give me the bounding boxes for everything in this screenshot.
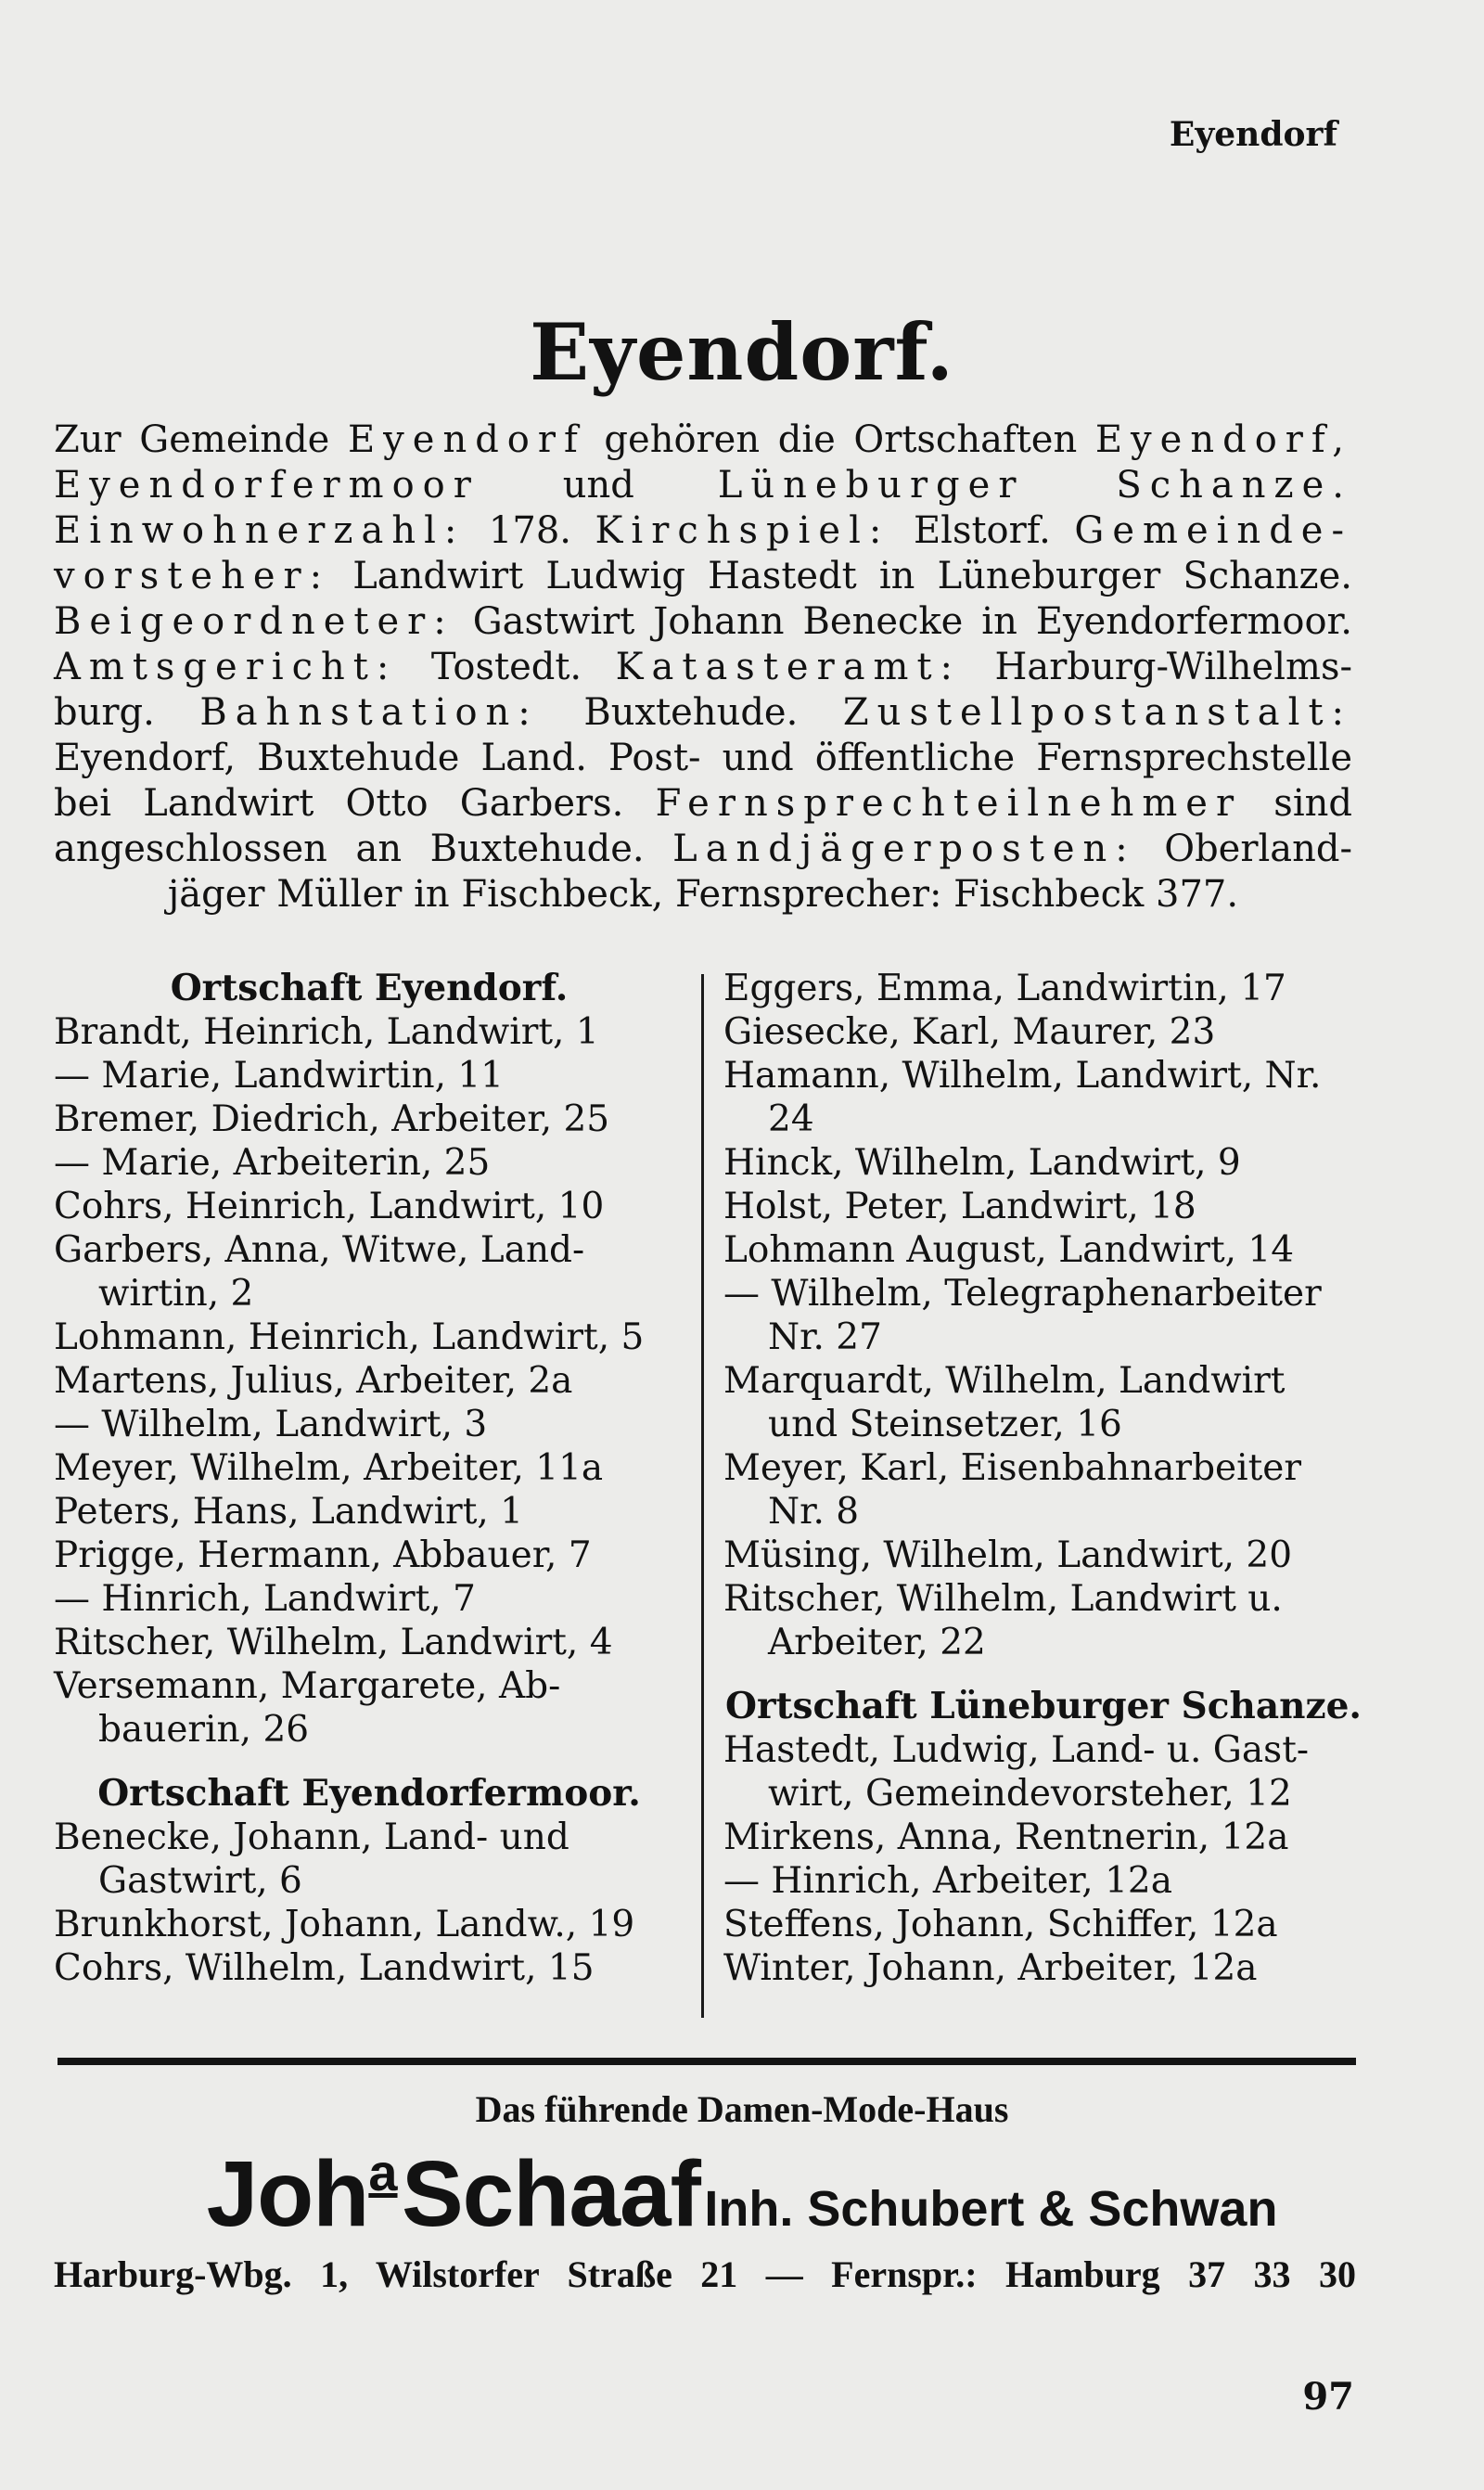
resident-entry: Ritscher, Wilhelm, Landwirt u. Arbeiter, 22	[723, 1578, 1283, 1663]
intro-line	[54, 463, 1352, 508]
resident-entry: Peters, Hans, Landwirt, 1	[54, 1491, 523, 1533]
resident-entry: Bremer, Diedrich, Arbeiter, 25	[54, 1098, 610, 1140]
intro-text: Eyendorf,	[1094, 418, 1352, 461]
section-heading-lueneburger-schanze: Ortschaft Lüneburger Schanze.	[725, 1685, 1362, 1727]
advertisement-rule	[58, 2058, 1356, 2065]
resident-entry: — Marie, Landwirtin, 11	[54, 1055, 504, 1097]
intro-text: burg.	[54, 691, 200, 734]
intro-line	[54, 645, 1352, 690]
resident-entry: Winter, Johann, Arbeiter, 12a	[723, 1947, 1258, 1989]
intro-text: Elstorf.	[889, 509, 1075, 552]
resident-list-eyendorfermoor	[54, 1816, 684, 1990]
intro-text: Einwohnerzahl:	[54, 509, 466, 552]
intro-text: Landwirt Ludwig Hastedt in Lüneburger Schanze.	[330, 555, 1352, 597]
intro-line	[54, 690, 1352, 736]
resident-entry: Prigge, Hermann, Abbauer, 7	[54, 1534, 592, 1576]
intro-text: Fernsprechteilnehmer	[655, 782, 1243, 825]
intro-text: Bahnstation:	[199, 691, 539, 734]
resident-entry: Martens, Julius, Arbeiter, 2a	[54, 1360, 573, 1402]
resident-entry: Hinck, Wilhelm, Landwirt, 9	[723, 1142, 1241, 1184]
resident-entry: — Hinrich, Landwirt, 7	[54, 1578, 476, 1620]
intro-text: sind	[1242, 782, 1352, 825]
intro-text: 178.	[465, 509, 595, 552]
intro-text: Buxtehude.	[538, 691, 843, 734]
intro-text: vorsteher:	[54, 555, 331, 597]
intro-line	[54, 872, 1352, 918]
section-heading-eyendorfermoor: Ortschaft Eyendorfermoor.	[97, 1772, 641, 1815]
resident-entry: Versemann, Margarete, Ab- bauerin, 26	[54, 1665, 561, 1751]
resident-entry: Müsing, Wilhelm, Landwirt, 20	[723, 1534, 1293, 1576]
intro-line	[54, 508, 1352, 554]
intro-text: Eyendorfermoor	[54, 464, 480, 507]
intro-text: und	[479, 464, 718, 507]
section-heading-eyendorf: Ortschaft Eyendorf.	[170, 967, 569, 1009]
intro-text: Harburg-Wilhelms-	[961, 646, 1352, 688]
intro-text: Tostedt.	[397, 646, 616, 688]
intro-text: Gemeinde-	[1074, 509, 1352, 552]
resident-entry: Marquardt, Wilhelm, Landwirt und Steinsetzer, 16	[723, 1360, 1286, 1445]
intro-text: Beigeordneter:	[54, 600, 454, 643]
column-divider	[701, 974, 704, 2018]
intro-text: jäger Müller in Fischbeck, Fernsprecher: Fischbeck 377.	[167, 873, 1239, 916]
intro-text: Amtsgericht:	[54, 646, 398, 688]
page-number: 97	[1302, 2375, 1354, 2419]
resident-entry: — Wilhelm, Telegraphenarbeiter Nr. 27	[723, 1273, 1322, 1358]
resident-entry: Hastedt, Ludwig, Land- u. Gast- wirt, Gemeindevorsteher, 12	[723, 1729, 1310, 1815]
page-title: Eyendorf.	[530, 306, 954, 398]
resident-entry: Meyer, Wilhelm, Arbeiter, 11a	[54, 1447, 604, 1489]
ad-brand-owner: Inh. Schubert & Schwan	[704, 2181, 1278, 2237]
intro-text: Eyendorf	[347, 418, 586, 461]
resident-entry: Lohmann August, Landwirt, 14	[723, 1229, 1295, 1271]
resident-entry: Lohmann, Heinrich, Landwirt, 5	[54, 1316, 645, 1358]
intro-text: Oberland-	[1135, 828, 1352, 870]
resident-entry: Steffens, Johann, Schiffer, 12a	[723, 1904, 1278, 1945]
resident-entry: Eggers, Emma, Landwirtin, 17	[723, 968, 1286, 1009]
ad-brand-name: Schaaf	[401, 2142, 700, 2246]
intro-line	[54, 781, 1352, 827]
resident-entry: Garbers, Anna, Witwe, Land- wirtin, 2	[54, 1229, 585, 1315]
intro-text: Lüneburger Schanze.	[717, 464, 1353, 507]
intro-paragraph	[54, 417, 1352, 918]
ad-brand-main: Joh	[206, 2142, 369, 2246]
intro-line	[54, 827, 1352, 872]
running-head: Eyendorf	[1169, 115, 1337, 154]
intro-text: angeschlossen an Buxtehude.	[54, 828, 673, 870]
resident-entry: — Marie, Arbeiterin, 25	[54, 1142, 491, 1184]
right-column	[723, 967, 1363, 1990]
resident-list-eyendorf	[54, 1010, 684, 1752]
resident-entry: Meyer, Karl, Eisenbahnarbeiter Nr. 8	[723, 1447, 1301, 1533]
resident-entry: Benecke, Johann, Land- und Gastwirt, 6	[54, 1816, 569, 1902]
intro-text: Zur Gemeinde	[54, 418, 348, 461]
intro-text: gehören die Ortschaften	[585, 418, 1095, 461]
resident-entry: Cohrs, Wilhelm, Landwirt, 15	[54, 1947, 595, 1989]
ad-address: Harburg-Wbg. 1, Wilstorfer Straße 21 — Fernspr.: Hamburg 37 33 30	[54, 2253, 1356, 2295]
resident-entry: — Hinrich, Arbeiter, 12a	[723, 1860, 1172, 1902]
resident-entry: Ritscher, Wilhelm, Landwirt, 4	[54, 1622, 613, 1663]
intro-text: Kirchspiel:	[595, 509, 890, 552]
resident-entry: Brunkhorst, Johann, Landw., 19	[54, 1904, 635, 1945]
intro-text: Landjägerposten:	[672, 828, 1136, 870]
intro-line	[54, 599, 1352, 645]
intro-line	[54, 417, 1352, 463]
resident-entry: Hamann, Wilhelm, Landwirt, Nr. 24	[723, 1055, 1322, 1140]
intro-text: Zustellpostanstalt:	[842, 691, 1352, 734]
intro-text: bei Landwirt Otto Garbers.	[54, 782, 656, 825]
ad-tagline: Das führende Damen-Mode-Haus	[475, 2088, 1009, 2130]
left-column	[54, 967, 684, 1990]
resident-entry: Holst, Peter, Landwirt, 18	[723, 1186, 1196, 1227]
intro-line	[54, 554, 1352, 599]
resident-entry: Cohrs, Heinrich, Landwirt, 10	[54, 1186, 605, 1227]
resident-list-eyendorf-continued	[723, 967, 1363, 1664]
resident-entry: Giesecke, Karl, Maurer, 23	[723, 1011, 1216, 1053]
intro-line	[54, 736, 1352, 781]
intro-text: Gastwirt Johann Benecke in Eyendorfermoor.	[454, 600, 1352, 643]
ad-brand	[0, 2141, 1484, 2248]
intro-text: Katasteramt:	[615, 646, 962, 688]
intro-text: Eyendorf, Buxtehude Land. Post- und öffentliche Fernsprechstelle	[54, 737, 1352, 779]
ad-brand-superscript: a	[368, 2143, 398, 2201]
resident-entry: Mirkens, Anna, Rentnerin, 12a	[723, 1816, 1289, 1858]
resident-entry: — Wilhelm, Landwirt, 3	[54, 1404, 488, 1445]
resident-list-lueneburger-schanze	[723, 1728, 1363, 1990]
resident-entry: Brandt, Heinrich, Landwirt, 1	[54, 1011, 599, 1053]
